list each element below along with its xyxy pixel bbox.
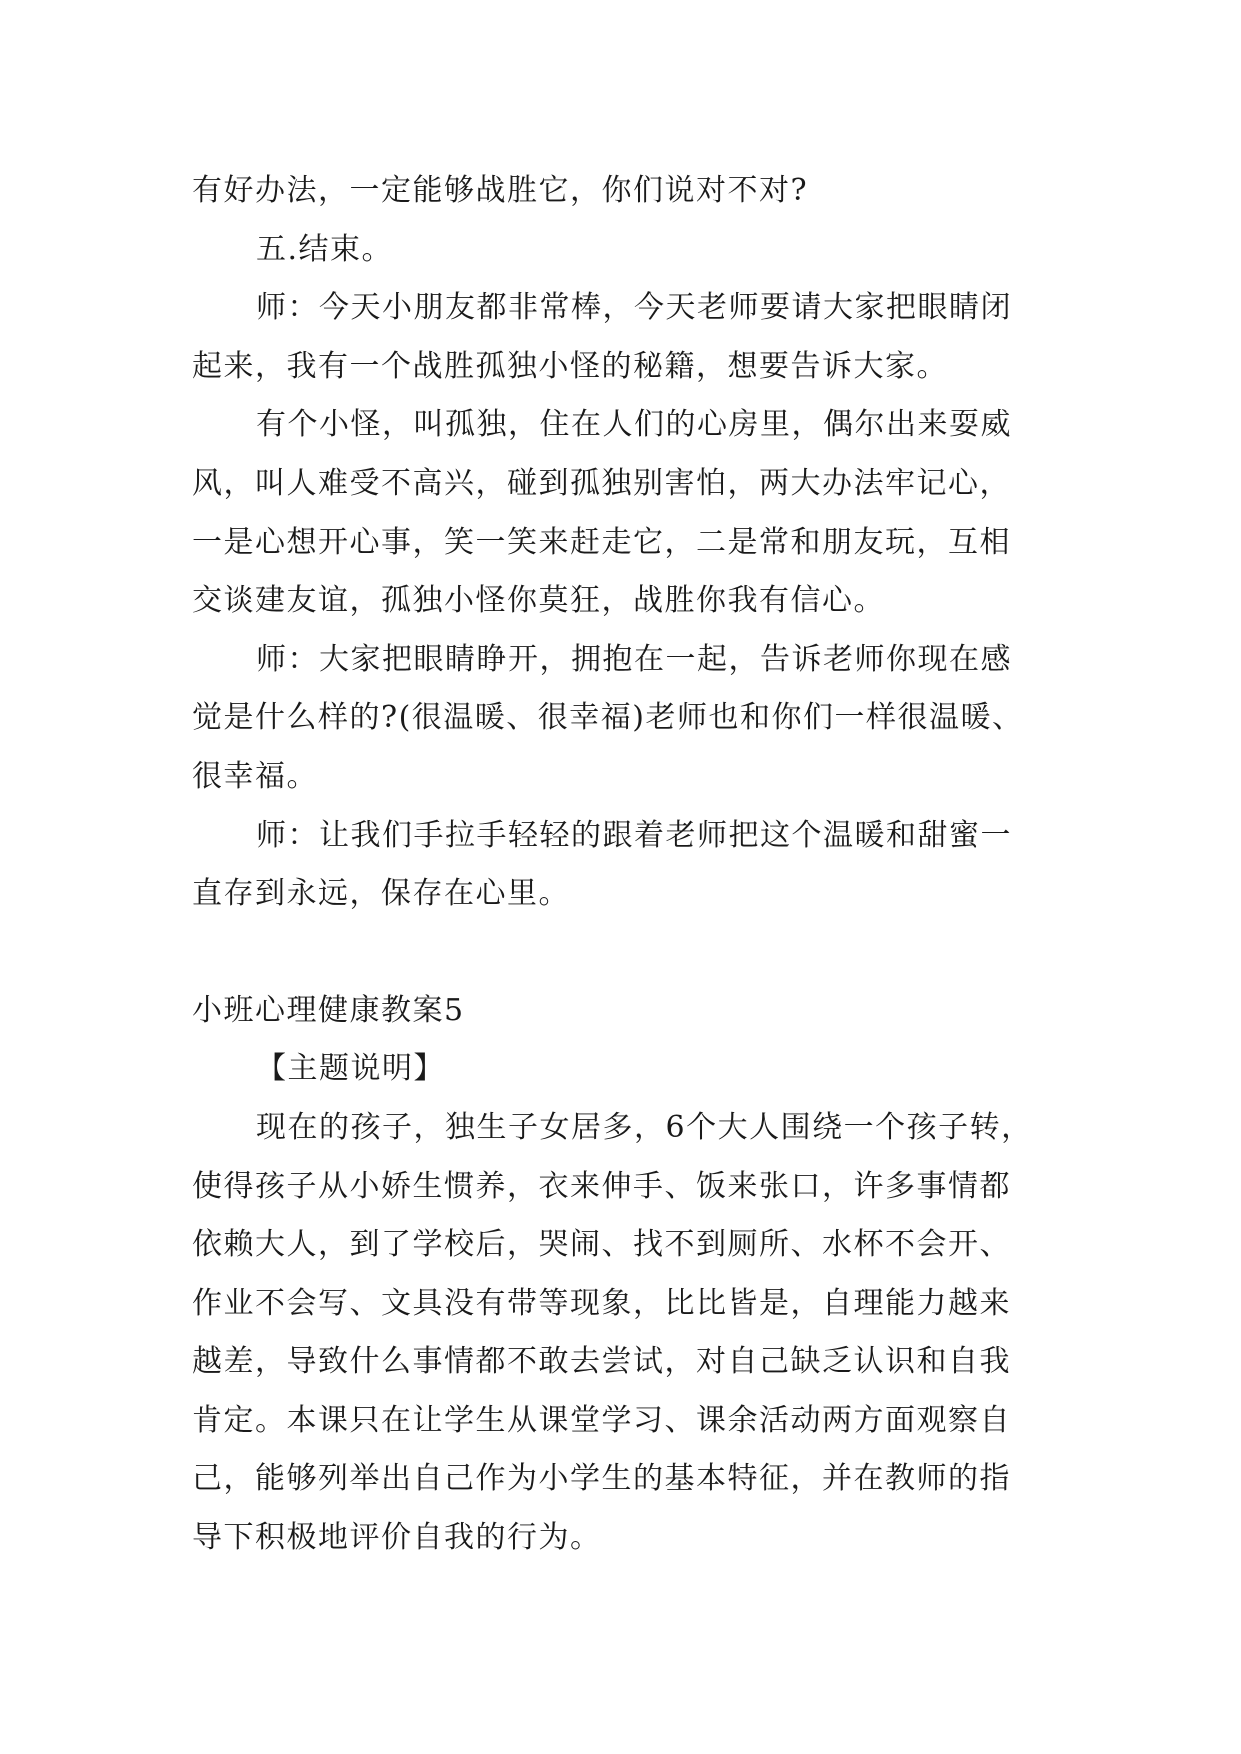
paragraph-line: 师：今天小朋友都非常棒，今天老师要请大家把眼睛闭 xyxy=(256,290,1012,326)
paragraph-line: 起来，我有一个战胜孤独小怪的秘籍，想要告诉大家。 xyxy=(192,348,948,384)
paragraph-line: 有个小怪，叫孤独，住在人们的心房里，偶尔出来耍威 xyxy=(256,407,1012,443)
paragraph-line: 己，能够列举出自己作为小学生的基本特征，并在教师的指 xyxy=(192,1461,1011,1497)
paragraph-line: 越差，导致什么事情都不敢去尝试，对自己缺乏认识和自我 xyxy=(192,1344,1011,1380)
paragraph-line: 作业不会写、文具没有带等现象，比比皆是，自理能力越来 xyxy=(192,1285,1011,1321)
paragraph-line: 现在的孩子，独生子女居多，6个大人围绕一个孩子转， xyxy=(256,1109,1033,1145)
document-page xyxy=(192,162,1072,1568)
paragraph-line: 依赖大人，到了学校后，哭闹、找不到厕所、水杯不会开、 xyxy=(192,1227,1011,1263)
paragraph-line: 很幸福。 xyxy=(192,758,318,794)
paragraph-line: 风，叫人难受不高兴，碰到孤独别害怕，两大办法牢记心， xyxy=(192,465,1011,501)
paragraph-line: 一是心想开心事，笑一笑来赶走它，二是常和朋友玩，互相 xyxy=(192,524,1011,560)
paragraph-line: 肯定。本课只在让学生从课堂学习、课余活动两方面观察自 xyxy=(192,1402,1011,1438)
paragraph-line: 导下积极地评价自我的行为。 xyxy=(192,1520,602,1556)
section-title: 小班心理健康教案5 xyxy=(192,992,465,1028)
paragraph-line: 使得孩子从小娇生惯养，衣来伸手、饭来张口，许多事情都 xyxy=(192,1168,1011,1204)
paragraph-line: 师：大家把眼睛睁开，拥抱在一起，告诉老师你现在感 xyxy=(256,641,1012,677)
paragraph-line: 师：让我们手拉手轻轻的跟着老师把这个温暖和甜蜜一 xyxy=(256,817,1012,853)
paragraph-line: 有好办法，一定能够战胜它，你们说对不对? xyxy=(192,173,809,208)
paragraph-line: 交谈建友谊，孤独小怪你莫狂，战胜你我有信心。 xyxy=(192,583,885,619)
section-heading: 【主题说明】 xyxy=(256,1051,445,1087)
paragraph-line: 觉是什么样的?(很温暖、很幸福)老师也和你们一样很温暖、 xyxy=(192,700,1024,736)
section-spacer xyxy=(192,924,1072,982)
paragraph-line: 直存到永远，保存在心里。 xyxy=(192,876,570,912)
paragraph-line: 五.结束。 xyxy=(256,231,394,267)
